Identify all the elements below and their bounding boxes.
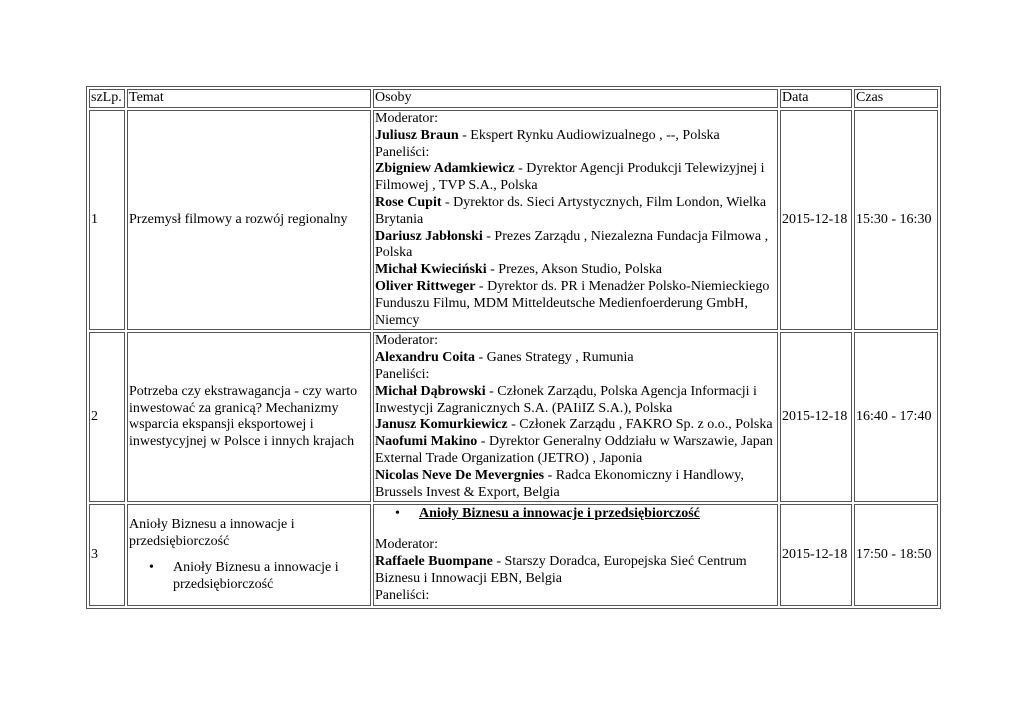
row-time: 15:30 - 16:30 [854,110,938,330]
bullet-icon: • [149,560,154,576]
person-desc: - Radca Ekonomiczny i Handlowy, Brussels Invest & Export, Belgia [375,467,744,500]
table-row [89,110,938,330]
moderator-label: Moderator: [375,111,438,126]
panelist-entry [375,195,776,229]
person-desc: - Dyrektor ds. PR i Menadżer Polsko-Niemieckiego Funduszu Filmu, MDM Mitteldeutsche Medienfoerderung GmbH, Niemcy [375,278,770,328]
person-name: Dariusz Jabłonski [375,228,483,244]
spacer [375,523,776,537]
person-name: Oliver Rittweger [375,278,476,294]
person-desc: - Starszy Doradca, Europejska Sieć Centrum Biznesu i Innowacji EBN, Belgia [375,553,747,586]
panelist-entry [375,434,776,468]
panelists-label: Paneliści: [375,144,430,160]
table-row [89,332,938,502]
panelist-entry [375,279,776,329]
panelists-label: Paneliści: [375,587,430,603]
panelist-entry [375,468,776,502]
row-lp: 3 [89,504,125,606]
person-name: Alexandru Coita [375,350,475,366]
panelist-entry [375,229,776,263]
moderator-entry [375,128,776,145]
schedule-table [86,86,941,609]
people-bullet-list [375,506,776,523]
row-topic: Anioły Biznesu a innowacje i przedsiębiorczość [129,516,295,549]
panelists-label: Paneliści: [375,366,430,382]
list-item [395,506,776,523]
moderator-entry [375,350,776,367]
person-name: Janusz Komurkiewicz [375,417,508,433]
moderator-entry [375,554,776,588]
person-desc: - Członek Zarządu, Polska Agencja Informacji i Inwestycji Zagranicznych S.A. (PAIiIZ S.A.), Polska [375,383,757,416]
person-name: Rose Cupit [375,194,442,210]
person-desc: - Dyrektor Generalny Oddziału w Warszawie, Japan External Trade Organization (JETRO) , Japonia [375,434,773,466]
topic-bullet-text: Anioły Biznesu a innowacje i przedsiębiorczość [173,560,339,593]
row-topic: Przemysł filmowy a rozwój regionalny [127,110,371,330]
person-desc: - Ganes Strategy , Rumunia [474,350,634,366]
person-name: Juliusz Braun [375,127,459,143]
person-desc: - Prezes, Akson Studio, Polska [486,262,663,278]
table-row [89,504,938,606]
person-desc: - Dyrektor Agencji Produkcji Telewizyjnej i Filmowej , TVP S.A., Polska [375,161,765,194]
row-time: 16:40 - 17:40 [854,332,938,502]
row-people [373,504,778,606]
row-lp: 1 [89,110,125,330]
moderator-label: Moderator: [375,537,438,553]
person-name: Michał Kwieciński [375,262,487,278]
panelist-entry [375,262,776,279]
row-topic: Potrzeba czy ekstrawagancja - czy warto inwestować za granicą? Mechanizmy wsparcia ekspansji eksportowej i inwestycyjnej w Polsce i innych krajach [127,332,371,502]
session-link[interactable]: Anioły Biznesu a innowacje i przedsiębiorczość [419,506,700,522]
row-date: 2015-12-18 [780,504,852,606]
person-name: Naofumi Makino [375,434,478,450]
topic-bullet-list [129,560,369,594]
row-date: 2015-12-18 [780,332,852,502]
person-name: Zbigniew Adamkiewicz [375,161,515,177]
person-name: Michał Dąbrowski [375,383,486,399]
header-lp: szLp. [89,89,125,108]
header-topic: Temat [127,89,371,108]
person-desc: - Ekspert Rynku Audiowizualnego , --, Polska [458,127,720,143]
row-lp: 2 [89,332,125,502]
panelist-entry [375,161,776,195]
person-desc: - Prezes Zarządu , Niezalezna Fundacja Filmowa , Polska [375,228,769,261]
row-time: 17:50 - 18:50 [854,504,938,606]
header-people: Osoby [373,89,778,108]
panelist-entry [375,417,776,434]
row-date: 2015-12-18 [780,110,852,330]
person-desc: - Dyrektor ds. Sieci Artystycznych, Film London, Wielka Brytania [375,194,767,227]
person-desc: - Członek Zarządu , FAKRO Sp. z o.o., Polska [507,417,773,433]
list-item [149,560,369,594]
person-name: Nicolas Neve De Mevergnies [375,467,545,483]
row-topic-cell [127,504,371,606]
header-date: Data [780,89,852,108]
schedule-wrapper [86,86,938,609]
table-header-row [89,89,938,108]
row-people [373,110,778,330]
person-name: Raffaele Buompane [375,553,493,569]
row-people [373,332,778,502]
header-time: Czas [854,89,938,108]
moderator-label: Moderator: [375,333,438,349]
panelist-entry [375,384,776,418]
bullet-icon: • [395,506,400,522]
